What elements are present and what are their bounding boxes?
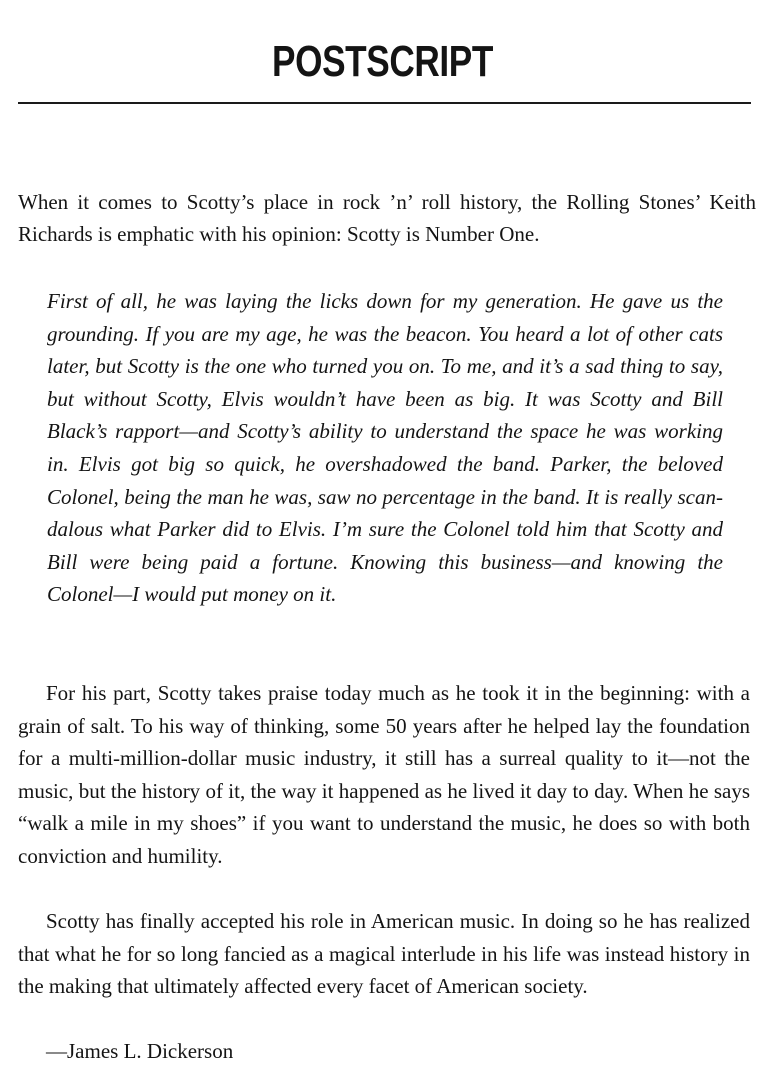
body-paragraph-1: For his part, Scotty takes praise today much as he took it in the beginning: with a grain of salt. To his way of thinking, some 50 years after he helped lay the foundation for a multi-million-dollar music industry, it still has a surreal quality to it—not the music, but the history of it, the way it happened as he lived it day to day. When he says “walk a mile in my shoes” if you want to understand the music, he does so with both conviction and humility. <box>18 681 750 868</box>
body-paragraph-2: Scotty has finally accepted his role in American music. In doing so he has realized that what he for so long fancied as a magical interlude in his life was instead history in the making that ultimately affected every facet of American society. <box>18 909 750 998</box>
title-rule <box>18 102 751 104</box>
page-title: POSTSCRIPT <box>272 37 493 86</box>
intro-paragraph: When it comes to Scotty’s place in rock ’n’ roll history, the Rolling Stones’ Keith Richards is emphatic with his opinion: Scotty is Number One. <box>18 190 756 246</box>
block-quote: First of all, he was laying the licks down for my generation. He gave us the grounding. If you are my age, he was the beacon. You heard a lot of other cats later, but Scotty is the one who turned you on. To me, and it’s a sad thing to say, but without Scotty, Elvis wouldn’t have been as big. It was Scotty and Bill Black’s rapport—and Scotty’s ability to understand the space he was working in. Elvis got big so quick, he overshadowed the band. Parker, the beloved Colonel, being the man he was, saw no percentage in the band. It is really scandalous what Parker did to Elvis. I’m sure the Colonel told him that Scotty and Bill were being paid a fortune. Knowing this business—and knowing the Colonel—I would put money on it. <box>47 289 723 607</box>
author-signature: —James L. Dickerson <box>46 1039 234 1063</box>
